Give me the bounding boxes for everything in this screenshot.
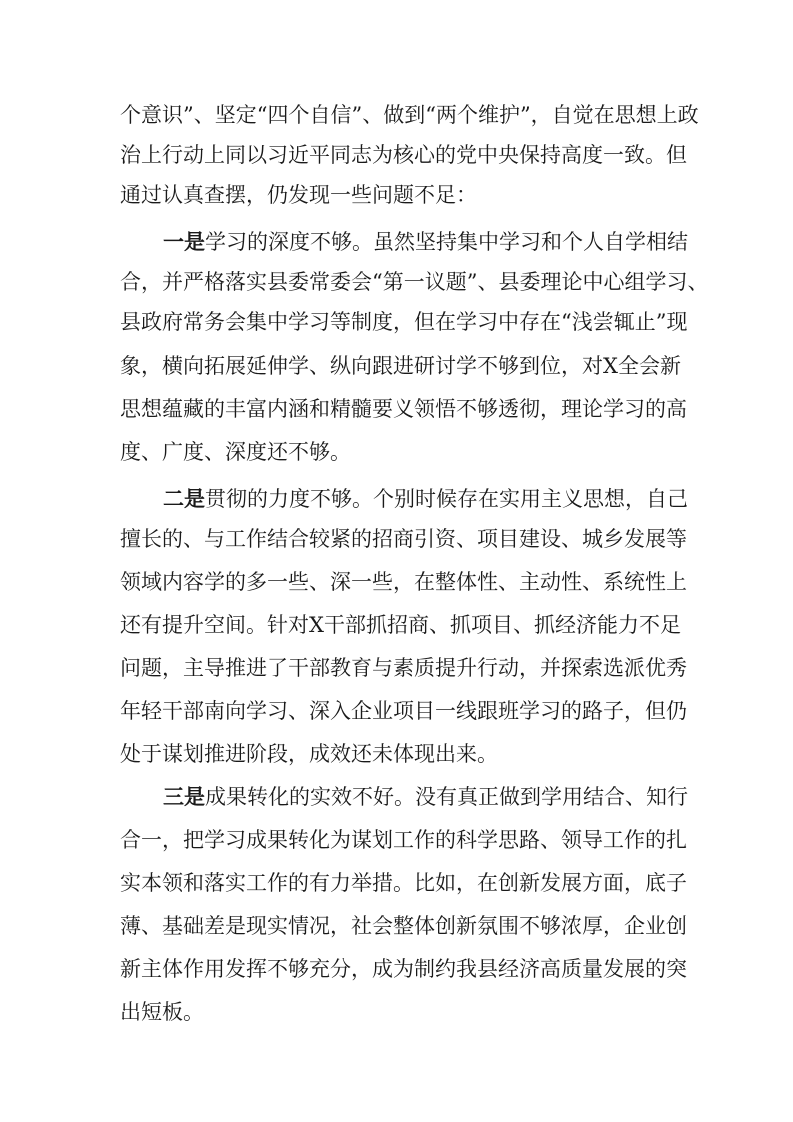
- section-3-title-rest: 成果转化的实效不好。没有真正做到学用结合、知行: [205, 785, 688, 809]
- section-2-first-line: [163, 479, 688, 519]
- paragraph-line: 个意识”、坚定“四个自信”、做到“两个维护”，自觉在思想上政: [120, 103, 699, 127]
- paragraph-line: 问题，主导推进了干部教育与素质提升行动，并探索选派优秀: [120, 656, 687, 680]
- paragraph-line: 实本领和落实工作的有力举措。比如，在创新发展方面，底子: [120, 871, 687, 895]
- paragraph-line: 领域内容学的多一些、深一些，在整体性、主动性、系统性上: [120, 570, 687, 594]
- paragraph-line: 合，并严格落实县委常委会“第一议题”、县委理论中心组学习、: [120, 270, 709, 294]
- paragraph-line: 薄、基础差是现实情况，社会整体创新氛围不够浓厚，企业创: [120, 914, 687, 938]
- paragraph-line: 县政府常务会集中学习等制度，但在学习中存在“浅尝辄止”现: [120, 310, 688, 334]
- paragraph-line: 还有提升空间。针对X干部抓招商、抓项目、抓经济能力不足: [120, 613, 681, 637]
- paragraph-line: 通过认真查摆，仍发现一些问题不足：: [120, 183, 477, 207]
- section-2-lead: 二是: [163, 486, 205, 511]
- paragraph-line: 思想蕴藏的丰富内涵和精髓要义领悟不够透彻，理论学习的高: [120, 397, 687, 421]
- paragraph-line: 治上行动上同以习近平同志为核心的党中央保持高度一致。但: [120, 143, 687, 167]
- section-3-lead: 三是: [163, 784, 205, 809]
- section-2-title-rest: 贯彻的力度不够。个别时候存在实用主义思想，自己: [205, 487, 688, 511]
- paragraph-line: 新主体作用发挥不够充分，成为制约我县经济高质量发展的突: [120, 957, 687, 981]
- section-1-first-line: [163, 222, 688, 262]
- section-1-title-rest: 学习的深度不够。虽然坚持集中学习和个人自学相结: [205, 230, 688, 254]
- paragraph-line: 度、广度、深度还不够。: [120, 440, 351, 464]
- paragraph-line: 擅长的、与工作结合较紧的招商引资、项目建设、城乡发展等: [120, 527, 687, 551]
- paragraph-line: 出短板。: [120, 1000, 204, 1024]
- paragraph-line: 年轻干部南向学习、深入企业项目一线跟班学习的路子，但仍: [120, 699, 687, 723]
- paragraph-line: 合一，把学习成果转化为谋划工作的科学思路、领导工作的扎: [120, 828, 687, 852]
- paragraph-line: 象，横向拓展延伸学、纵向跟进研讨学不够到位，对X全会新: [120, 354, 681, 378]
- section-3-first-line: [163, 777, 688, 817]
- section-1-lead: 一是: [163, 229, 205, 254]
- paragraph-line: 处于谋划推进阶段，成效还未体现出来。: [120, 742, 498, 766]
